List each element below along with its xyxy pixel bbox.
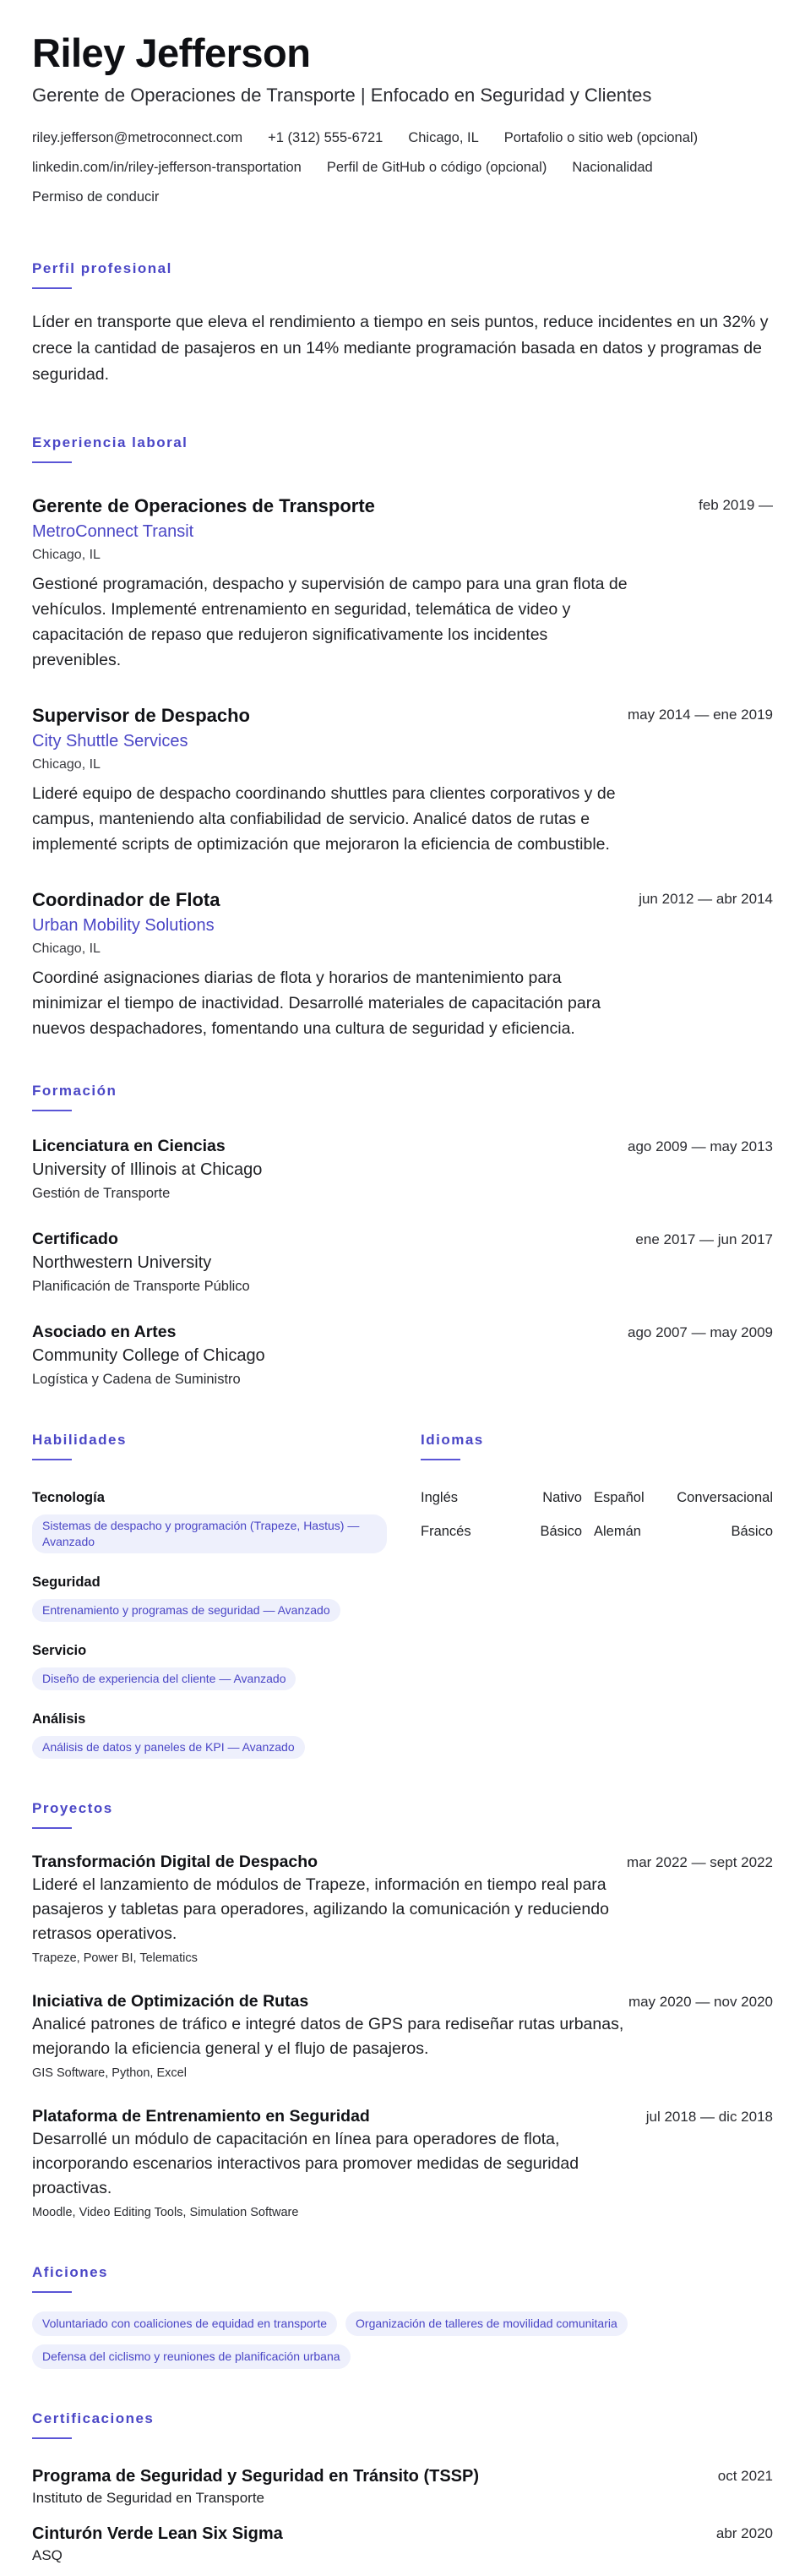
project-dates: mar 2022 — sept 2022 xyxy=(627,1854,773,1870)
contact-email[interactable]: riley.jefferson@metroconnect.com xyxy=(32,130,243,145)
certification-entry xyxy=(32,2464,773,2508)
section-divider xyxy=(32,1827,72,1829)
languages-grid xyxy=(421,1487,773,1542)
skill-category: Análisis xyxy=(32,1711,86,1727)
job-company: City Shuttle Services xyxy=(32,732,188,750)
section-divider xyxy=(32,287,72,289)
education-entry xyxy=(32,1228,773,1297)
project-name: Plataforma de Entrenamiento en Seguridad xyxy=(32,2107,370,2126)
certification-date: oct 2021 xyxy=(717,2468,773,2484)
contact-location: Chicago, IL xyxy=(408,130,479,145)
job-description: Gestioné programación, despacho y supervisión de campo para una gran flota de vehículos. Implementé entrenamiento en seguridad, telemática de video y capacitación de repaso que redujeron significativamente los incidentes prevenibles. xyxy=(32,575,628,669)
skills-column xyxy=(32,1431,421,1759)
education-dates: ago 2009 — may 2013 xyxy=(627,1138,773,1154)
education-field: Gestión de Transporte xyxy=(32,1186,171,1201)
skill-category: Tecnología xyxy=(32,1490,105,1505)
project-description: Analicé patrones de tráfico e integré datos de GPS para rediseñar rutas urbanas, mejorando la eficiencia general y el flujo de pasajeros. xyxy=(32,2015,624,2058)
project-name: Iniciativa de Optimización de Rutas xyxy=(32,1992,309,2011)
hobby-pill: Defensa del ciclismo y reuniones de planificación urbana xyxy=(32,2344,351,2369)
project-technologies: Moodle, Video Editing Tools, Simulation Software xyxy=(32,2206,299,2219)
project-name: Transformación Digital de Despacho xyxy=(32,1853,318,1871)
language-level: Básico xyxy=(540,1524,582,1539)
section-divider xyxy=(32,2291,72,2293)
job-title: Coordinador de Flota xyxy=(32,889,220,910)
job-company: Urban Mobility Solutions xyxy=(32,916,215,935)
section-divider xyxy=(32,461,72,463)
summary-section xyxy=(32,259,773,388)
education-school: Northwestern University xyxy=(32,1253,212,1272)
job-dates: jun 2012 — abr 2014 xyxy=(639,891,773,907)
resume-header xyxy=(32,29,773,212)
section-title: Idiomas xyxy=(421,1432,484,1448)
hobby-pill: Voluntariado con coaliciones de equidad en transporte xyxy=(32,2311,337,2336)
contact-nationality: Nacionalidad xyxy=(572,160,653,175)
language-level: Nativo xyxy=(542,1490,582,1505)
experience-section xyxy=(32,434,773,1041)
job-location: Chicago, IL xyxy=(32,548,101,562)
education-entry xyxy=(32,1135,773,1204)
contact-github[interactable]: Perfil de GitHub o código (opcional) xyxy=(326,160,547,175)
job-entry xyxy=(32,494,773,673)
project-description: Lideré el lanzamiento de módulos de Trapeze, información en tiempo real para pasajeros y tabletas para operadores, agilizando la comunicación y reduciendo retrasos operativos. xyxy=(32,1875,609,1943)
hobby-pill: Organización de talleres de movilidad comunitaria xyxy=(345,2311,628,2336)
project-dates: may 2020 — nov 2020 xyxy=(628,1994,773,2010)
section-divider xyxy=(32,1110,72,1111)
skill-category: Seguridad xyxy=(32,1575,101,1590)
language-level: Básico xyxy=(731,1524,773,1539)
project-technologies: Trapeze, Power BI, Telematics xyxy=(32,1951,198,1965)
hobbies-section xyxy=(32,2263,773,2369)
job-description: Coordiné asignaciones diarias de flota y horarios de mantenimiento para minimizar el tiempo de inactividad. Desarrollé materiales de capacitación para nuevos despachadores, fomentando una cultura de seguridad y eficiencia. xyxy=(32,969,601,1038)
job-location: Chicago, IL xyxy=(32,757,101,772)
education-degree: Certificado xyxy=(32,1230,118,1248)
certification-date: abr 2020 xyxy=(715,2525,773,2541)
contact-phone[interactable]: +1 (312) 555-6721 xyxy=(268,130,383,145)
education-degree: Licenciatura en Ciencias xyxy=(32,1137,226,1155)
language-name: Francés xyxy=(421,1524,471,1539)
skill-pill: Entrenamiento y programas de seguridad — Avanzado xyxy=(32,1599,340,1622)
job-location: Chicago, IL xyxy=(32,941,101,956)
job-description: Lideré equipo de despacho coordinando shuttles para clientes corporativos y de campus, manteniendo alta confiabilidad de servicio. Analicé datos de rutas e implementé scripts de optimización que mejoraron la eficiencia de combustible. xyxy=(32,784,616,854)
language-name: Inglés xyxy=(421,1490,459,1505)
certification-name: Programa de Seguridad y Seguridad en Tránsito (TSSP) xyxy=(32,2467,480,2486)
project-dates: jul 2018 — dic 2018 xyxy=(645,2109,773,2125)
candidate-headline: Gerente de Operaciones de Transporte | Enfocado en Seguridad y Clientes xyxy=(32,85,652,106)
certifications-section xyxy=(32,2410,773,2566)
section-title: Habilidades xyxy=(32,1432,127,1448)
job-title: Supervisor de Despacho xyxy=(32,705,250,726)
project-entry xyxy=(32,2105,773,2223)
education-section xyxy=(32,1082,773,1390)
section-title: Perfil profesional xyxy=(32,260,172,276)
contact-list xyxy=(32,123,773,212)
project-entry xyxy=(32,1851,773,1968)
candidate-name: Riley Jefferson xyxy=(32,30,311,75)
job-company: MetroConnect Transit xyxy=(32,522,194,541)
section-divider xyxy=(32,1459,72,1460)
job-entry xyxy=(32,887,773,1041)
certification-issuer: ASQ xyxy=(32,2547,63,2563)
projects-section xyxy=(32,1799,773,2223)
education-dates: ago 2007 — may 2009 xyxy=(627,1324,773,1340)
certification-name: Cinturón Verde Lean Six Sigma xyxy=(32,2524,283,2543)
education-field: Planificación de Transporte Público xyxy=(32,1279,250,1294)
section-title: Aficiones xyxy=(32,2264,109,2280)
skill-category: Servicio xyxy=(32,1643,87,1658)
contact-driving-license: Permiso de conducir xyxy=(32,189,160,205)
certification-entry xyxy=(32,2522,773,2566)
contact-portfolio[interactable]: Portafolio o sitio web (opcional) xyxy=(503,130,699,145)
job-entry xyxy=(32,703,773,857)
education-degree: Asociado en Artes xyxy=(32,1323,177,1341)
language-level: Conversacional xyxy=(677,1490,773,1505)
contact-linkedin[interactable]: linkedin.com/in/riley-jefferson-transportation xyxy=(32,160,302,175)
job-dates: may 2014 — ene 2019 xyxy=(627,707,773,723)
education-dates: ene 2017 — jun 2017 xyxy=(635,1231,773,1247)
skills-languages-section xyxy=(32,1431,773,1759)
section-divider xyxy=(32,2437,72,2439)
job-title: Gerente de Operaciones de Transporte xyxy=(32,495,375,516)
languages-column xyxy=(421,1431,773,1759)
language-name: Alemán xyxy=(594,1524,641,1539)
certification-issuer: Instituto de Seguridad en Transporte xyxy=(32,2490,265,2506)
section-title: Formación xyxy=(32,1083,117,1099)
skill-pill: Análisis de datos y paneles de KPI — Avanzado xyxy=(32,1736,305,1759)
section-title: Experiencia laboral xyxy=(32,434,188,450)
section-title: Certificaciones xyxy=(32,2410,155,2426)
skill-pill: Diseño de experiencia del cliente — Avanzado xyxy=(32,1667,296,1690)
education-school: Community College of Chicago xyxy=(32,1346,265,1365)
project-entry xyxy=(32,1990,773,2083)
project-technologies: GIS Software, Python, Excel xyxy=(32,2066,187,2080)
section-divider xyxy=(421,1459,460,1460)
hobby-list xyxy=(32,2311,773,2369)
education-school: University of Illinois at Chicago xyxy=(32,1160,263,1179)
language-name: Español xyxy=(594,1490,645,1505)
summary-text: Líder en transporte que eleva el rendimiento a tiempo en seis puntos, reduce incidentes en un 32% y crece la cantidad de pasajeros en un 14% mediante programación basada en datos y programas de seguridad. xyxy=(32,313,769,384)
project-description: Desarrollé un módulo de capacitación en línea para operadores de flota, incorporando escenarios interactivos para promover medidas de seguridad proactivas. xyxy=(32,2130,579,2197)
skill-pill: Sistemas de despacho y programación (Trapeze, Hastus) — Avanzado xyxy=(32,1514,387,1553)
education-field: Logística y Cadena de Suministro xyxy=(32,1372,241,1387)
section-title: Proyectos xyxy=(32,1800,113,1816)
education-entry xyxy=(32,1321,773,1390)
job-dates: feb 2019 — xyxy=(699,497,773,513)
